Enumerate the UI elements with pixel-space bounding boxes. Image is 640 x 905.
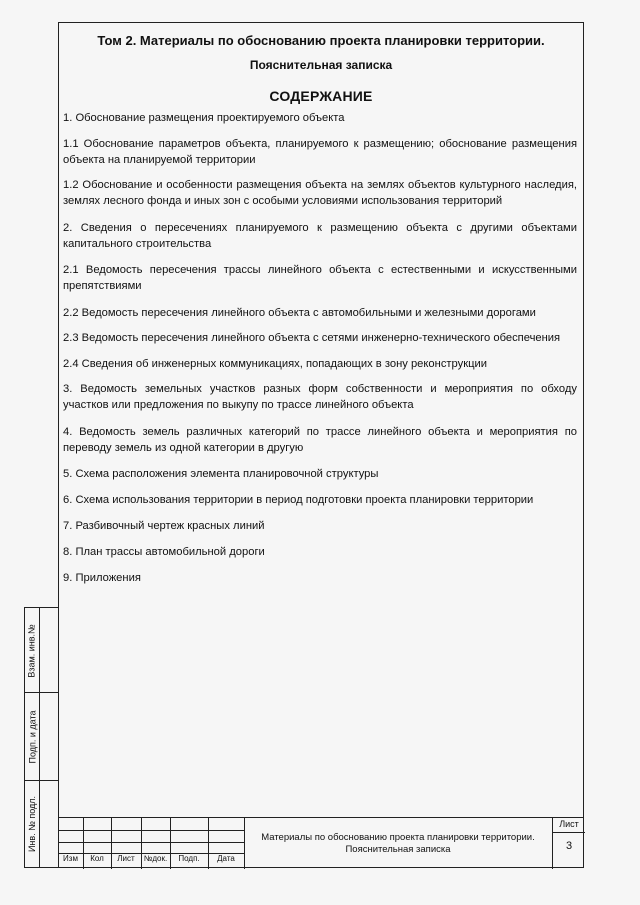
side-stamp xyxy=(24,607,58,868)
toc-item: 2.2 Ведомость пересечения линейного объекта с автомобильными и железными дорогами xyxy=(63,307,536,319)
toc-item: 2.3 Ведомость пересечения линейного объекта с сетями инженерно-технического обеспечения xyxy=(63,332,561,344)
volume-subtitle: Пояснительная записка xyxy=(249,58,393,72)
toc-item: 8. План трассы автомобильной дороги xyxy=(63,546,265,558)
column-label-sheet: Лист xyxy=(117,854,135,863)
title-block xyxy=(58,817,584,868)
toc-item: 1.2 Обоснование и особенности размещения объекта на землях объектов культурного наследия, землях лесного фонда и иных зон с особыми условиями использования территорий xyxy=(63,179,577,207)
title-block-sheet-cell xyxy=(552,818,585,869)
side-label-original-inv: Инв. № подл. xyxy=(27,795,37,853)
toc-item: 2.4 Сведения об инженерных коммуникациях, попадающих в зону реконструкции xyxy=(63,358,488,370)
toc-heading: СОДЕРЖАНИЕ xyxy=(269,88,373,104)
title-block-line-2: Пояснительная записка xyxy=(345,843,451,855)
toc-item: 3. Ведомость земельных участков разных форм собственности и мероприятия по обходу участков или предложения по выкупу по трассе линейного объекта xyxy=(63,383,577,411)
toc-item: 2.1 Ведомость пересечения трассы линейного объекта с естественными и искусственными препятствиями xyxy=(63,264,577,292)
toc-item: 9. Приложения xyxy=(63,572,141,584)
title-block-revision-grid xyxy=(58,818,245,869)
toc-item: 2. Сведения о пересечениях планируемого к размещению объекта с другими объектами капитального строительства xyxy=(63,222,577,250)
side-label-signature-date: Подп. и дата xyxy=(27,710,38,764)
title-block-document-name xyxy=(244,818,552,869)
sheet-label: Лист xyxy=(553,819,585,833)
column-label-signature: Подп. xyxy=(178,854,200,863)
column-label-quantity: Кол xyxy=(90,854,104,863)
toc-item: 1.1 Обоснование параметров объекта, планируемого к размещению; обоснование размещения объекта на планируемой территории xyxy=(63,138,577,166)
toc-item: 6. Схема использования территории в период подготовки проекта планировки территории xyxy=(63,494,534,506)
toc-item: 1. Обоснование размещения проектируемого объекта xyxy=(63,112,345,124)
table-of-contents xyxy=(63,110,577,586)
column-label-date: Дата xyxy=(217,854,235,863)
column-label-change: Изм xyxy=(63,854,78,863)
column-label-doc-number: №док. xyxy=(143,854,168,863)
volume-title: Том 2. Материалы по обоснованию проекта планировки территории. xyxy=(97,33,545,48)
side-label-replacement-inv: Взам. инв.№ xyxy=(27,623,38,678)
toc-item: 5. Схема расположения элемента планировочной структуры xyxy=(63,468,379,480)
title-block-line-1: Материалы по обоснованию проекта планировки территории. xyxy=(261,831,535,843)
toc-item: 7. Разбивочный чертеж красных линий xyxy=(63,520,265,532)
sheet-number: 3 xyxy=(565,840,573,852)
toc-item: 4. Ведомость земель различных категорий по трассе линейного объекта и мероприятия по переводу земель из одной категории в другую xyxy=(63,426,577,454)
